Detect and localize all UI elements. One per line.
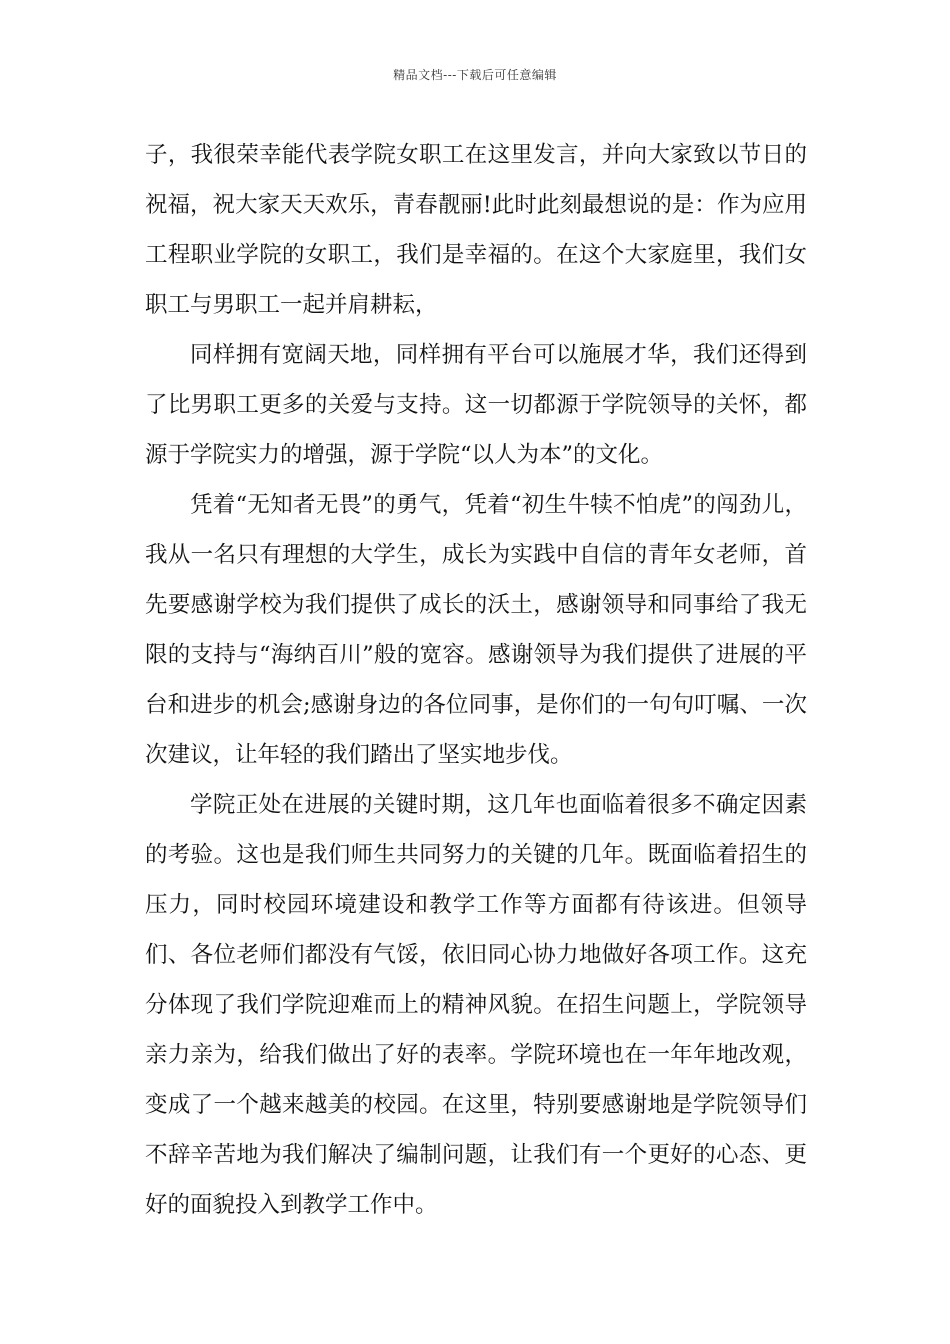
paragraph: 同样拥有宽阔天地，同样拥有平台可以施展才华，我们还得到了比男职工更多的关爱与支持。这一切都源于学院领导的关怀，都源于学院实力的增强，源于学院“以人为本”的文化。 bbox=[145, 342, 807, 468]
document-body bbox=[145, 130, 807, 1230]
paragraph-continued: 子，我很荣幸能代表学院女职工在这里发言，并向大家致以节日的祝福，祝大家天天欢乐，青春靓丽!此时此刻最想说的是：作为应用工程职业学院的女职工，我们是幸福的。在这个大家庭里，我们女职工与男职工一起并肩耕耘， bbox=[145, 142, 807, 318]
paragraph: 学院正处在进展的关键时期，这几年也面临着很多不确定因素的考验。这也是我们师生共同努力的关键的几年。既面临着招生的压力，同时校园环境建设和教学工作等方面都有待该进。但领导们、各位老师们都没有气馁，依旧同心协力地做好各项工作。这充分体现了我们学院迎难而上的精神风貌。在招生问题上，学院领导亲力亲为，给我们做出了好的表率。学院环境也在一年年地改观，变成了一个越来越美的校园。在这里，特别要感谢地是学院领导们不辞辛苦地为我们解决了编制问题，让我们有一个更好的心态、更好的面貌投入到教学工作中。 bbox=[145, 792, 807, 1218]
page-header: 精品文档---下载后可任意编辑 bbox=[393, 68, 557, 82]
paragraph: 凭着“无知者无畏”的勇气，凭着“初生牛犊不怕虎”的闯劲儿，我从一名只有理想的大学生，成长为实践中自信的青年女老师，首先要感谢学校为我们提供了成长的沃土，感谢领导和同事给了我无限的支持与“海纳百川”般的宽容。感谢领导为我们提供了进展的平台和进步的机会;感谢身边的各位同事，是你们的一句句叮嘱、一次次建议，让年轻的我们踏出了坚实地步伐。 bbox=[145, 492, 807, 768]
